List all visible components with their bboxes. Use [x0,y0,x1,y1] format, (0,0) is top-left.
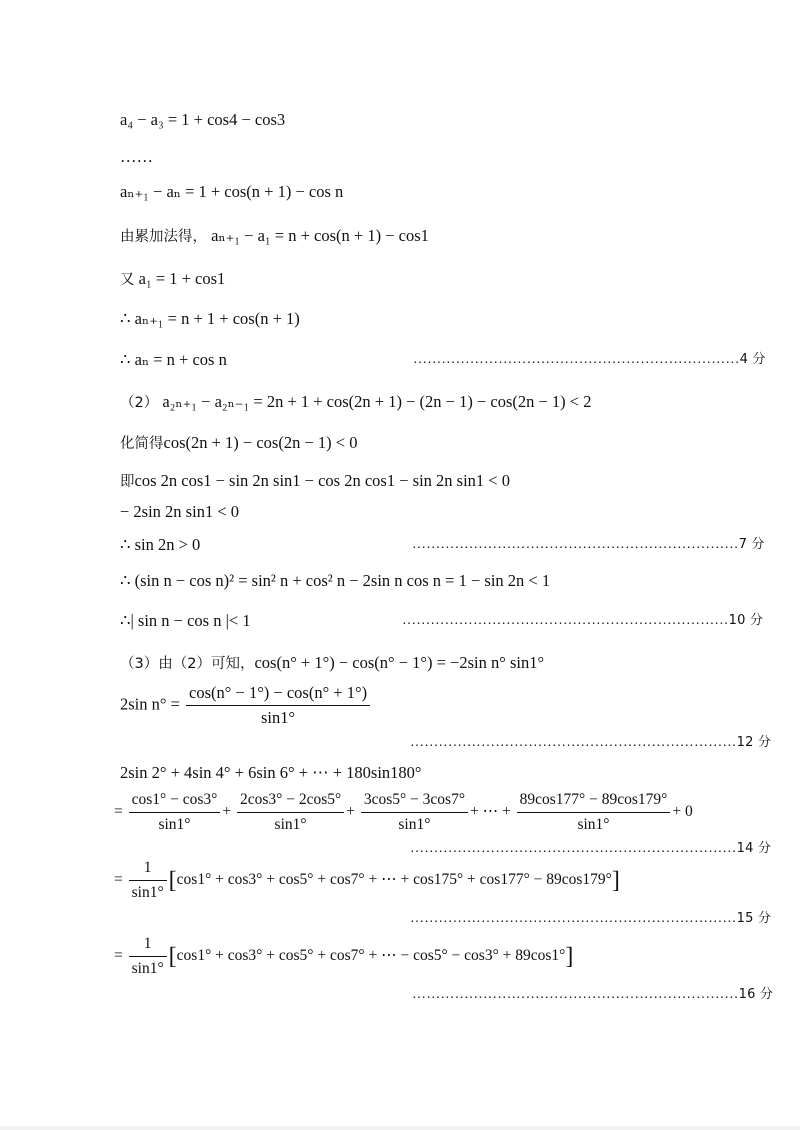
expanded-inequality [120,470,510,493]
math-text: aₙ₊₁ − a₁ = n + cos(n + 1) − cos1 [211,226,429,245]
cn-text: 即 [120,474,135,490]
simplified-inequality [120,432,357,455]
math-text: a₂ₙ₊₁ − a₂ₙ₋₁ = 2n + 1 + cos(2n + 1) − (2n − 1) − cos(2n − 1) < 2 [162,392,592,411]
series-expanded: = $\frac{\cos 1^\circ - \cos 3^\circ}{\sin 1^\circ}$ + $\frac{2\cos 3^\circ - 2\cos 5^\circ}{\sin 1^\circ}$ + $\frac{3\cos 5^\circ - 3\cos 7^\circ}{\sin 1^\circ}$ + ⋯ + $\frac{89\cos 177^\circ - 89\cos 179^\circ}{\sin 1^\circ}$ + 0 [114,791,693,833]
series-simplified: = $\frac{1}{\sin 1^\circ}$ [cos1° + cos3° + cos5° + cos7° + ⋯ + cos175° + cos177° − 89cos179°] [114,859,620,901]
score-marker: ……………………………………………………………16 分 [412,987,774,1002]
fraction: $\frac{1}{\sin 1^\circ}$ [129,934,167,979]
cn-text: 由累加法得， [120,229,207,245]
equation-cumulative [120,225,429,248]
score-marker: ……………………………………………………………7 分 [412,537,765,552]
equation-a1 [120,268,225,291]
fraction: $\frac{3\cos 5^\circ - 3\cos 7^\circ}{\sin 1^\circ}$ [361,790,468,835]
part2-inequality [120,391,591,414]
page-bottom-edge [0,1126,800,1130]
equation-an-plus-1: ∴ aₙ₊₁ = n + 1 + cos(n + 1) [120,309,300,328]
sin-2n-positive: ∴ sin 2n > 0 [120,535,201,554]
fraction: $\frac{1}{\sin 1^\circ}$ [129,858,167,903]
equation-an: ∴ aₙ = n + cos n [120,350,227,369]
fraction: $\frac{\cos(n^\circ - 1^\circ) - \cos(n^\circ + 1^\circ)}{\sin 1^\circ}$ [186,683,370,728]
square-identity: ∴ (sin n − cos n)² = sin² n + cos² n − 2sin n cos n = 1 − sin 2n < 1 [120,571,551,590]
fraction: $\frac{2\cos 3^\circ - 2\cos 5^\circ}{\sin 1^\circ}$ [237,790,344,835]
series-final: = $\frac{1}{\sin 1^\circ}$ [cos1° + cos3° + cos5° + cos7° + ⋯ − cos5° − cos3° + 89cos1°] [114,935,574,977]
cn-text: （2） [120,395,159,411]
equation-a4-a3: a₄ − a₃ = 1 + cos4 − cos3 [120,110,286,129]
abs-inequality: ∴| sin n − cos n |< 1 [120,611,251,630]
cn-text: 化简得 [120,436,164,452]
score-marker: ……………………………………………………………4 分 [413,352,766,367]
score-marker: ……………………………………………………………10 分 [402,613,764,628]
math-text: cos(2n + 1) − cos(2n − 1) < 0 [163,433,358,452]
equation-recurrence: aₙ₊₁ − aₙ = 1 + cos(n + 1) − cos n [120,182,344,201]
cn-text: （3）由（2）可知， [120,656,255,672]
series-sum: 2sin 2° + 4sin 4° + 6sin 6° + ⋯ + 180sin180° [120,763,422,782]
reduced-inequality: − 2sin 2n sin1 < 0 [120,502,239,521]
score-marker: ……………………………………………………………12 分 [410,735,772,750]
score-marker: ……………………………………………………………15 分 [410,911,772,926]
part3-identity [120,652,544,675]
cn-text: 又 [120,272,135,288]
ellipsis: …… [120,147,153,166]
score-marker: ……………………………………………………………14 分 [410,841,772,856]
fraction: $\frac{89\cos 177^\circ - 89\cos 179^\circ}{\sin 1^\circ}$ [517,790,671,835]
math-text: a₁ = 1 + cos1 [138,269,226,288]
math-text: cos 2n cos1 − sin 2n sin1 − cos 2n cos1 − sin 2n sin1 < 0 [134,471,510,490]
fraction-identity: 2sin n° = $\frac{\cos(n^\circ - 1^\circ) - \cos(n^\circ + 1^\circ)}{\sin 1^\circ}$ [120,683,372,728]
math-text: cos(n° + 1°) − cos(n° − 1°) = −2sin n° sin1° [254,653,545,672]
fraction: $\frac{\cos 1^\circ - \cos 3^\circ}{\sin 1^\circ}$ [129,790,221,835]
